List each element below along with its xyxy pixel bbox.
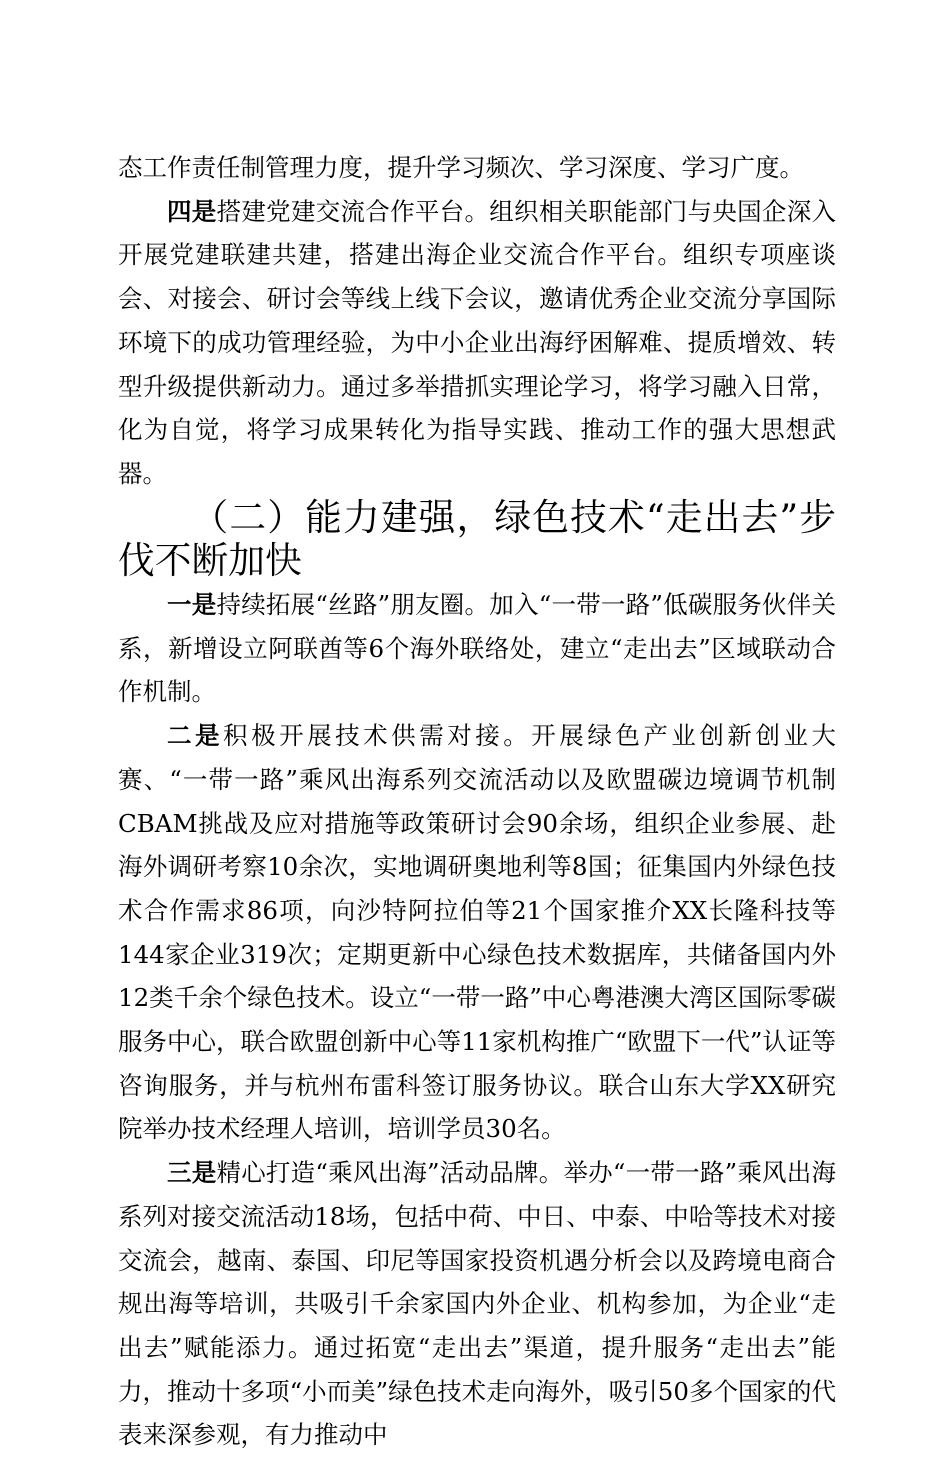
paragraph-text: 积极开展技术供需对接。开展绿色产业创新创业大赛、“一带一路”乘风出海系列交流活动以及欧盟碳边境调节机制CBAM挑战及应对措施等政策研讨会90余场，组织企业参展、赴海外调研考察10余次，实地调研奥地利等8国；征集国内外绿色技术合作需求86项，向沙特阿拉伯等21个国家推介XX长隆科技等144家企业319次；定期更新中心绿色技术数据库，共储备国内外12类千余个绿色技术。设立“一带一路”中心粤港澳大湾区国际零碳服务中心，联合欧盟创新中心等11家机构推广“欧盟下一代”认证等咨询服务，并与杭州布雷科签订服务协议。联合山东大学XX研究院举办技术经理人培训，培训学员30名。 <box>118 721 837 1144</box>
paragraph-second-point <box>118 714 836 1151</box>
paragraph-lead: 四是 <box>167 196 217 226</box>
paragraph-continuation <box>118 146 836 190</box>
paragraph-text: 搭建党建交流合作平台。组织相关职能部门与央国企深入开展党建联建共建，搭建出海企业交流合作平台。组织专项座谈会、对接会、研讨会等线上线下会议，邀请优秀企业交流分享国际环境下的成功管理经验，为中小企业出海纾困解难、提质增效、转型升级提供新动力。通过多举措抓实理论学习，将学习融入日常，化为自觉，将学习成果转化为指导实践、推动工作的强大思想武器。 <box>118 196 836 488</box>
section-heading: （二）能力建强，绿色技术“走出去”步伐不断加快 <box>118 495 836 583</box>
paragraph-fourth-point <box>118 190 836 496</box>
paragraph-lead: 三是 <box>167 1158 217 1188</box>
paragraph-lead: 二是 <box>167 721 224 751</box>
document-page <box>118 146 836 1457</box>
paragraph-text: 持续拓展“丝路”朋友圈。加入“一带一路”低碳服务伙伴关系，新增设立阿联酋等6个海外联络处，建立“走出去”区域联动合作机制。 <box>118 590 837 707</box>
paragraph-third-point <box>118 1151 836 1457</box>
paragraph-text: 态工作责任制管理力度，提升学习频次、学习深度、学习广度。 <box>118 153 804 182</box>
paragraph-lead: 一是 <box>167 590 217 620</box>
paragraph-text: 精心打造“乘风出海”活动品牌。举办“一带一路”乘风出海系列对接交流活动18场，包括中荷、中日、中泰、中哈等技术对接交流会，越南、泰国、印尼等国家投资机遇分析会以及跨境电商合规出海等培训，共吸引千余家国内外企业、机构参加，为企业“走出去”赋能添力。通过拓宽“走出去”渠道，提升服务“走出去”能力，推动十多项“小而美”绿色技术走向海外，吸引50多个国家的代表来深参观，有力推动中 <box>118 1158 837 1450</box>
paragraph-first-point <box>118 583 836 714</box>
